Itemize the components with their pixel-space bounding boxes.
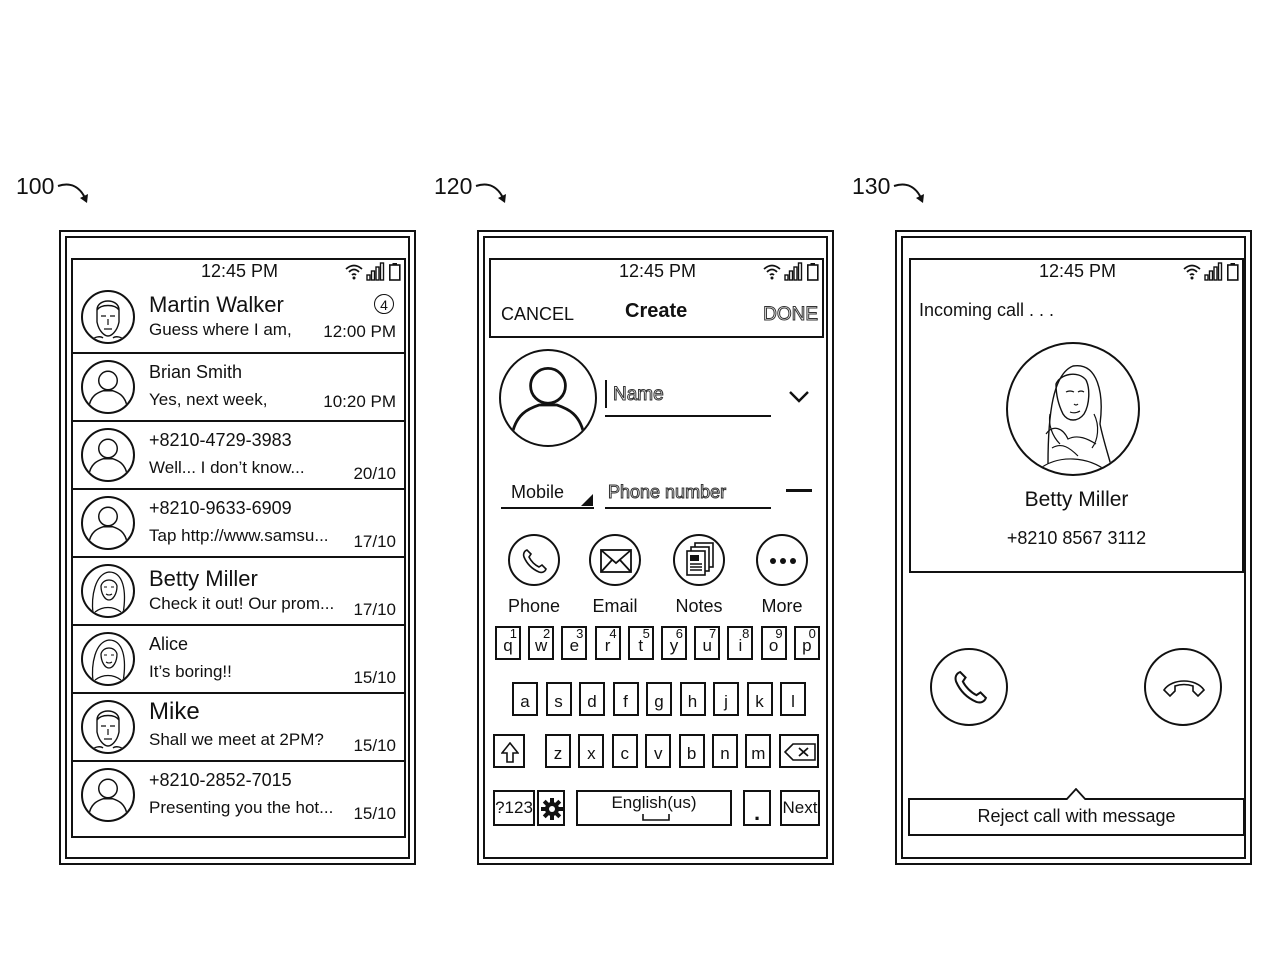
phone-type-select[interactable]: Mobile: [511, 482, 565, 502]
conversation-item[interactable]: [73, 420, 404, 488]
key-label: b: [686, 744, 697, 763]
phone-frame-create: [477, 230, 834, 865]
conversation-item[interactable]: [73, 760, 404, 828]
conversation-time: 15/10: [353, 736, 396, 755]
reject-with-message-button[interactable]: [908, 798, 1245, 836]
dropdown-corner-icon: [581, 494, 593, 506]
key-number-hint: 5: [642, 626, 650, 641]
key-number-hint: 2: [542, 626, 551, 641]
person-silhouette-icon: [81, 428, 135, 482]
accept-call-button[interactable]: [930, 648, 1008, 726]
gear-icon: [541, 798, 563, 820]
email-action-label: Email: [592, 596, 638, 616]
settings-key[interactable]: [537, 790, 565, 826]
notes-icon: [685, 542, 715, 580]
conversation-time: 15/10: [353, 804, 396, 823]
conversation-preview: Presenting you the hot...: [149, 798, 334, 817]
key-label: a: [520, 692, 530, 711]
key-h[interactable]: [680, 682, 706, 716]
next-key[interactable]: Next: [780, 790, 820, 826]
key-c[interactable]: [612, 734, 638, 768]
conversation-time: 15/10: [353, 668, 396, 687]
conversation-time: 12:00 PM: [323, 322, 396, 341]
name-underline: [605, 415, 771, 417]
status-icons: [345, 262, 403, 282]
figure-label-130: 130: [852, 173, 891, 199]
key-p[interactable]: [794, 626, 820, 660]
key-t[interactable]: [628, 626, 654, 660]
key-label: p: [802, 636, 812, 655]
key-label: x: [587, 744, 596, 763]
notes-action[interactable]: [664, 534, 734, 617]
person-silhouette-icon: [81, 360, 135, 414]
pull-up-handle-icon[interactable]: [1066, 788, 1086, 800]
shift-arrow-icon: [501, 742, 519, 764]
conversation-preview: It’s boring!!: [149, 662, 232, 681]
conversation-name: +8210-9633-6909: [149, 498, 292, 518]
name-input[interactable]: Name: [613, 384, 664, 405]
key-number-hint: 0: [808, 626, 816, 641]
more-action[interactable]: [747, 534, 817, 617]
conversation-item[interactable]: [73, 692, 404, 760]
conversation-name: Alice: [149, 634, 189, 654]
reject-call-button[interactable]: [1144, 648, 1222, 726]
key-k[interactable]: [747, 682, 773, 716]
person-silhouette-icon: [501, 351, 595, 445]
conversation-preview: Guess where I am,: [149, 320, 292, 339]
cancel-button[interactable]: CANCEL: [501, 304, 575, 324]
key-label: q: [503, 636, 513, 655]
conversation-name: Brian Smith: [149, 362, 243, 382]
conversation-name: +8210-2852-7015: [149, 770, 292, 790]
conversation-name: +8210-4729-3983: [149, 430, 292, 450]
conversation-preview: Shall we meet at 2PM?: [149, 730, 324, 749]
messages-screen: [71, 258, 406, 838]
key-label: r: [604, 636, 611, 655]
key-n[interactable]: [712, 734, 738, 768]
person-silhouette-icon: [81, 496, 135, 550]
key-w[interactable]: [528, 626, 554, 660]
key-s[interactable]: [546, 682, 572, 716]
status-time: 12:45 PM: [201, 261, 279, 281]
caller-number: +8210 8567 3112: [1006, 528, 1147, 548]
conversation-time: 10:20 PM: [323, 392, 396, 411]
more-action-label: More: [761, 596, 803, 616]
status-icons: [1183, 262, 1241, 282]
key-r[interactable]: [595, 626, 621, 660]
key-label: d: [587, 692, 597, 711]
key-q[interactable]: [495, 626, 521, 660]
conversation-preview: Tap http://www.samsu...: [149, 526, 329, 545]
key-b[interactable]: [679, 734, 705, 768]
key-label: l: [791, 692, 795, 711]
key-label: j: [724, 692, 728, 711]
status-bar: [73, 260, 404, 284]
conversation-item[interactable]: [73, 488, 404, 556]
key-m[interactable]: [745, 734, 771, 768]
shift-key[interactable]: [493, 734, 525, 768]
key-label: k: [755, 692, 764, 711]
woman-portrait-icon: [81, 632, 135, 686]
woman-portrait-icon: [1008, 344, 1138, 474]
man-portrait-icon: [81, 290, 135, 344]
key-number-hint: 6: [675, 626, 683, 641]
call-status: Incoming call . . .: [919, 300, 1055, 320]
type-underline: [501, 507, 594, 509]
conversation-time: 17/10: [353, 532, 396, 551]
conversation-item[interactable]: [73, 352, 404, 420]
man-portrait-icon: [81, 700, 135, 754]
key-number-hint: 8: [742, 626, 750, 641]
chevron-down-icon[interactable]: [788, 390, 810, 404]
conversation-preview: Check it out! Our prom...: [149, 594, 335, 613]
phone-underline: [605, 507, 771, 509]
key-l[interactable]: [780, 682, 806, 716]
phone-number-input[interactable]: Phone number: [608, 482, 727, 502]
key-label: i: [738, 636, 743, 655]
key-number-hint: 4: [609, 626, 617, 641]
symbols-key[interactable]: ?123: [493, 790, 535, 826]
key-label: g: [654, 692, 664, 711]
reject-with-message-label: Reject call with message: [977, 806, 1176, 826]
key-number-hint: 3: [576, 626, 584, 641]
conversation-name: Mike: [149, 698, 200, 725]
key-number-hint: 9: [775, 626, 783, 641]
key-label: u: [702, 636, 712, 655]
key-label: e: [569, 636, 580, 655]
key-label: c: [620, 744, 630, 763]
key-label: z: [553, 744, 563, 763]
person-silhouette-icon: [81, 768, 135, 822]
space-key[interactable]: English(us): [576, 790, 732, 826]
phone-icon: [952, 668, 990, 706]
status-time: 12:45 PM: [619, 261, 697, 281]
notes-action-label: Notes: [675, 596, 723, 616]
contact-photo[interactable]: [499, 349, 597, 447]
phone-action-label: Phone: [507, 596, 561, 616]
backspace-icon: [784, 743, 816, 761]
create-header: [489, 258, 824, 338]
key-number-hint: 7: [708, 626, 717, 641]
conversation-preview: Well... I don’t know...: [149, 458, 305, 477]
key-number-hint: 1: [509, 626, 517, 641]
phone-hangup-icon: [1162, 676, 1206, 698]
key-label: f: [623, 692, 628, 711]
done-button[interactable]: DONE: [763, 304, 818, 325]
caller-photo: [1006, 342, 1140, 476]
phone-action[interactable]: [499, 534, 569, 617]
key-u[interactable]: [694, 626, 720, 660]
key-label: m: [751, 744, 766, 763]
key-x[interactable]: [578, 734, 604, 768]
key-d[interactable]: [579, 682, 605, 716]
period-key[interactable]: .: [743, 790, 771, 826]
reference-arrow: [56, 180, 96, 208]
phone-frame-messages: [59, 230, 416, 865]
conversation-name: Martin Walker: [149, 292, 284, 317]
key-y[interactable]: [661, 626, 687, 660]
key-o[interactable]: [761, 626, 787, 660]
conversation-item[interactable]: [73, 284, 404, 352]
status-icons: [763, 262, 821, 282]
conversation-item[interactable]: [73, 624, 404, 692]
key-z[interactable]: [545, 734, 571, 768]
key-a[interactable]: [512, 682, 538, 716]
key-f[interactable]: [613, 682, 639, 716]
text-cursor: [605, 380, 607, 408]
key-e[interactable]: [561, 626, 587, 660]
key-label: n: [720, 744, 730, 763]
key-j[interactable]: [713, 682, 739, 716]
key-label: h: [687, 692, 698, 711]
keyboard: [489, 624, 824, 834]
conversation-preview: Yes, next week,: [149, 390, 268, 409]
backspace-key[interactable]: [779, 734, 819, 768]
figure-label-100: 100: [16, 173, 55, 199]
key-label: y: [669, 636, 679, 655]
unread-count-badge: 4: [374, 294, 394, 314]
status-time: 12:45 PM: [1039, 261, 1117, 281]
key-label: t: [638, 636, 644, 655]
conversation-item[interactable]: [73, 556, 404, 624]
key-g[interactable]: [646, 682, 672, 716]
key-i[interactable]: [727, 626, 753, 660]
key-label: o: [768, 636, 779, 655]
conversation-name: Betty Miller: [149, 566, 258, 591]
space-bar-icon: [642, 814, 670, 822]
phone-frame-call: [895, 230, 1252, 865]
key-v[interactable]: [645, 734, 671, 768]
key-label: s: [554, 692, 563, 711]
reference-arrow: [892, 180, 932, 208]
reference-arrow: [474, 180, 514, 208]
conversation-time: 17/10: [353, 600, 396, 619]
caller-card: [909, 258, 1244, 573]
phone-icon: [521, 547, 549, 575]
more-icon: [768, 556, 798, 566]
key-label: w: [535, 636, 548, 655]
email-icon: [600, 549, 632, 573]
email-action[interactable]: [580, 534, 650, 617]
key-label: v: [653, 744, 663, 763]
conversation-list: [73, 284, 404, 836]
page-title: Create: [625, 300, 688, 322]
caller-name: Betty Miller: [1024, 488, 1129, 511]
figure-label-120: 120: [434, 173, 473, 199]
remove-field-icon[interactable]: [786, 489, 812, 492]
conversation-time: 20/10: [353, 464, 396, 483]
woman-portrait-icon: [81, 564, 135, 618]
